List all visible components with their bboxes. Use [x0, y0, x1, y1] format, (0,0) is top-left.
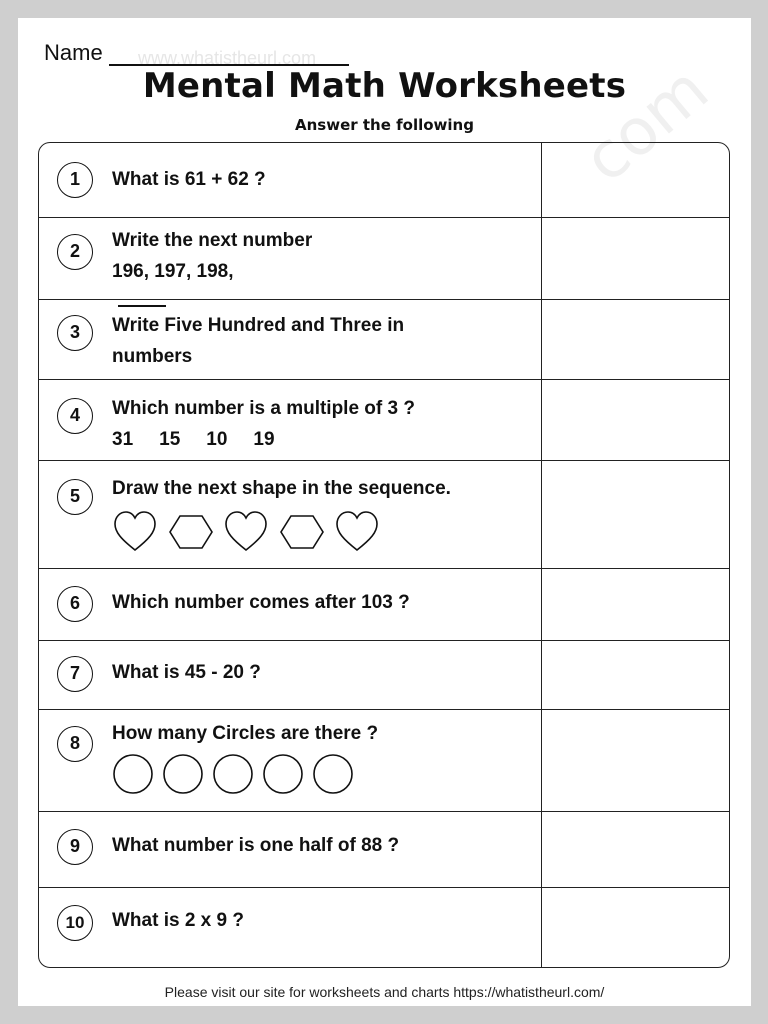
question-line: What is 61 + 62 ?: [112, 169, 266, 190]
question-text: [112, 830, 529, 861]
question-line: Write the next number: [112, 230, 313, 251]
choice-option: 31: [112, 429, 134, 450]
question-line: 196, 197, 198,: [112, 261, 234, 282]
question-number-badge: 10: [57, 905, 93, 941]
question-text: [112, 225, 529, 307]
question-row-4: [39, 379, 729, 460]
question-row-6: [39, 568, 729, 640]
circle-shape: [264, 755, 302, 793]
name-label: Name: [44, 40, 103, 65]
question-number-badge: 5: [57, 479, 93, 515]
question-number-badge: 3: [57, 315, 93, 351]
question-row-7: [39, 640, 729, 709]
heart-shape: [115, 512, 155, 550]
watermark-diagonal: com: [570, 52, 723, 198]
answer-box-10[interactable]: [541, 888, 729, 968]
question-row-1: [39, 143, 729, 217]
answer-box-5[interactable]: [541, 461, 729, 568]
worksheet-page: [18, 18, 751, 1006]
question-number-badge: 9: [57, 829, 93, 865]
choice-option: 19: [253, 429, 275, 450]
heart-shape: [226, 512, 266, 550]
answer-box-7[interactable]: [541, 641, 729, 709]
question-row-3: [39, 299, 729, 379]
question-line: What number is one half of 88 ?: [112, 835, 400, 856]
question-line: What is 45 - 20 ?: [112, 662, 261, 683]
question-text: [112, 657, 529, 688]
shape-sequence: [113, 510, 393, 556]
question-text: [112, 718, 529, 749]
heart-shape: [337, 512, 377, 550]
question-text: [112, 473, 529, 504]
question-line: Write Five Hundred and Three in: [112, 315, 405, 336]
question-number-badge: 4: [57, 398, 93, 434]
circle-shape: [114, 755, 152, 793]
watermark-url: www.whatistheurl.com: [138, 48, 317, 68]
question-line: Draw the next shape in the sequence.: [112, 478, 451, 499]
question-line: How many Circles are there ?: [112, 723, 379, 744]
answer-box-3[interactable]: [541, 300, 729, 379]
question-number-badge: 1: [57, 162, 93, 198]
question-number-badge: 7: [57, 656, 93, 692]
questions-table: [38, 142, 730, 968]
question-number-badge: 2: [57, 234, 93, 270]
answer-box-1[interactable]: [541, 143, 729, 217]
name-blank-line[interactable]: [109, 42, 349, 66]
question-line: Which number is a multiple of 3 ?: [112, 398, 415, 419]
answer-box-6[interactable]: [541, 569, 729, 640]
question-number-badge: 6: [57, 586, 93, 622]
question-row-8: [39, 709, 729, 811]
footer-note: Please visit our site for worksheets and charts https://whatistheurl.com/: [164, 984, 605, 1000]
question-text: [112, 310, 529, 372]
answer-box-2[interactable]: [541, 218, 729, 299]
answer-choices: [112, 424, 529, 455]
page-title: Mental Math Worksheets: [142, 66, 627, 106]
circle-group: [113, 752, 363, 796]
answer-box-8[interactable]: [541, 710, 729, 811]
question-line: numbers: [112, 346, 193, 367]
circle-shape: [214, 755, 252, 793]
question-text: [112, 164, 529, 195]
choice-option: 10: [206, 429, 228, 450]
question-text: [112, 393, 529, 455]
question-row-10: [39, 887, 729, 968]
circle-shape: [164, 755, 202, 793]
question-row-5: [39, 460, 729, 568]
answer-box-4[interactable]: [541, 380, 729, 460]
question-line: Which number comes after 103 ?: [112, 592, 410, 613]
question-text: [112, 587, 529, 618]
question-row-9: [39, 811, 729, 887]
question-text: [112, 905, 529, 936]
page-subtitle: Answer the following: [295, 116, 474, 134]
circle-shape: [314, 755, 352, 793]
question-line: What is 2 x 9 ?: [112, 910, 244, 931]
choice-option: 15: [159, 429, 181, 450]
name-row: [44, 40, 349, 66]
hexagon-shape: [170, 516, 212, 548]
answer-box-9[interactable]: [541, 812, 729, 887]
hexagon-shape: [281, 516, 323, 548]
question-number-badge: 8: [57, 726, 93, 762]
question-row-2: [39, 217, 729, 299]
